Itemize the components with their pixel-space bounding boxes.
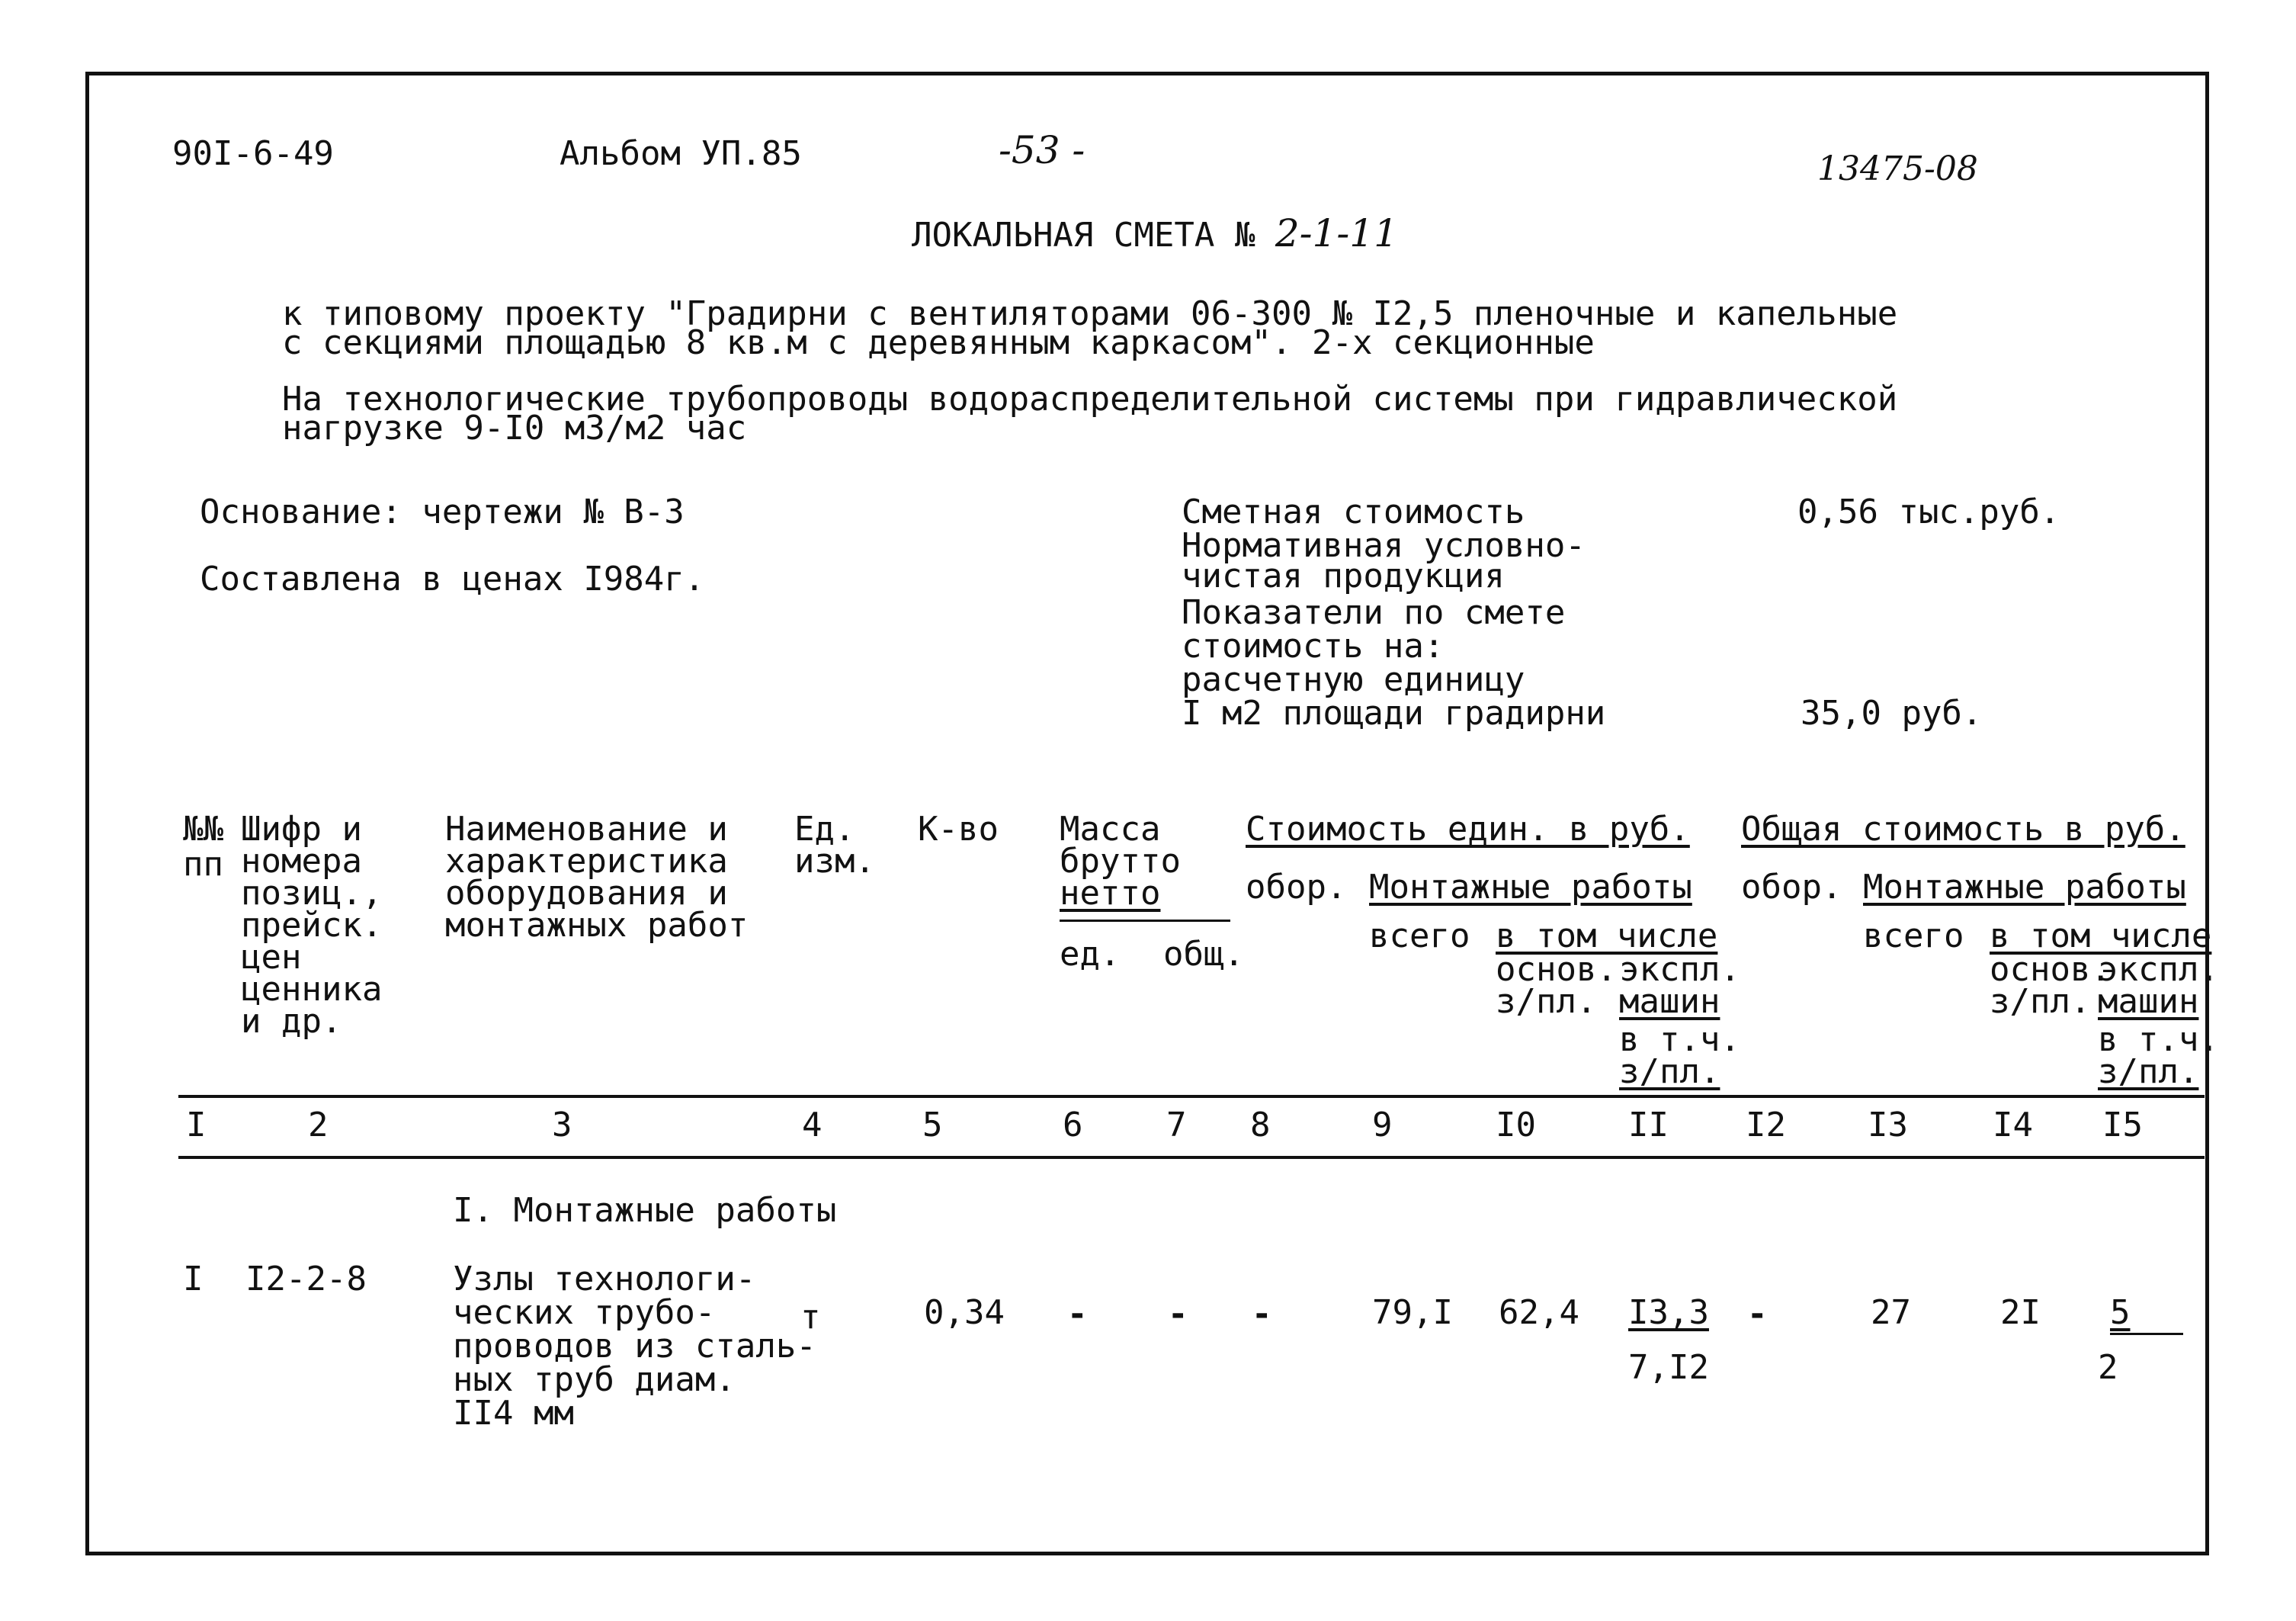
row1-unit: т <box>800 1298 821 1337</box>
row1-name-2: ческих трубо- <box>453 1293 716 1332</box>
unit-ekspl-header-4: з/пл. <box>1619 1052 1720 1091</box>
column-number-9: 9 <box>1372 1106 1393 1144</box>
header-rule <box>178 1095 2205 1098</box>
column-number-4: 4 <box>802 1106 823 1144</box>
column-number-11: II <box>1628 1106 1669 1144</box>
row1-total-ekspl-underline <box>2110 1333 2183 1335</box>
mass-total-header: общ. <box>1163 935 1244 974</box>
total-mont-header: Монтажные работы <box>1863 868 2186 907</box>
row1-code: I2-2-8 <box>245 1260 367 1298</box>
row1-total-ekspl: 5 <box>2110 1293 2131 1332</box>
row1-unit-ekspl-zpl: 7,I2 <box>1628 1348 1709 1387</box>
document-code: 90I-6-49 <box>172 134 334 173</box>
column-number-12: I2 <box>1746 1106 1786 1144</box>
unit-cost-header: Стоимость един. в руб. <box>1246 810 1690 849</box>
indicators-label-2: стоимость на: <box>1182 627 1445 666</box>
row1-qty: 0,34 <box>924 1293 1005 1332</box>
col3-header-2: характеристика <box>445 842 728 881</box>
total-obor-header: обор. <box>1741 868 1842 907</box>
mass-ed-header: ед. <box>1060 935 1121 974</box>
page-number: -53 - <box>999 128 1085 172</box>
total-ekspl-header-3: в т.ч. <box>2098 1020 2219 1059</box>
column-number-15: I5 <box>2102 1106 2143 1144</box>
row1-mass-ed: - <box>1067 1295 1088 1334</box>
column-number-7: 7 <box>1166 1106 1187 1144</box>
row1-total-osnov: 2I <box>2000 1293 2041 1332</box>
col2-header-4: прейск. <box>241 906 383 945</box>
row1-mass-total: - <box>1168 1295 1188 1334</box>
column-number-10: I0 <box>1496 1106 1536 1144</box>
total-osnov-header-1: основ. <box>1990 950 2111 989</box>
total-vsego-header: всего <box>1863 916 1964 955</box>
numbers-rule <box>178 1156 2205 1159</box>
column-number-8: 8 <box>1250 1106 1271 1144</box>
intro-line-2: с секциями площадью 8 кв.м с деревянным каркасом". 2-х секционные <box>282 323 1595 362</box>
unit-obor-header: обор. <box>1246 868 1347 907</box>
total-ekspl-header-4: з/пл. <box>2098 1052 2199 1091</box>
unit-vtom-header: в том числе <box>1496 916 1718 955</box>
col4-header-2: изм. <box>794 842 875 881</box>
total-vtom-header: в том числе <box>1990 916 2212 955</box>
col1-header-2: пп <box>183 845 223 884</box>
unit-ekspl-header-2: машин <box>1619 982 1720 1021</box>
column-number-5: 5 <box>922 1106 943 1144</box>
indicators-label-1: Показатели по смете <box>1182 593 1566 632</box>
intro-line-4: нагрузке 9-I0 м3/м2 час <box>282 409 747 448</box>
row1-total-ekspl-zpl: 2 <box>2098 1348 2118 1387</box>
row1-total-obor: - <box>1747 1295 1768 1334</box>
col2-header-2: номера <box>241 842 362 881</box>
registration-number: 13475-08 <box>1817 149 1978 188</box>
col5-header: К-во <box>918 810 999 849</box>
column-number-14: I4 <box>1993 1106 2033 1144</box>
unit-ekspl-header-1: экспл. <box>1619 950 1740 989</box>
unit-ekspl-header-3: в т.ч. <box>1619 1020 1740 1059</box>
norm-label-1: Нормативная условно- <box>1182 526 1586 565</box>
row1-name-5: II4 мм <box>453 1394 574 1433</box>
indicators-label-3: расчетную единицу <box>1182 660 1525 699</box>
indicators-label-4: I м2 площади градирни <box>1182 694 1606 733</box>
estimate-title-label: ЛОКАЛЬНАЯ СМЕТА № <box>912 216 1255 255</box>
mass-header-3: нетто <box>1060 874 1161 913</box>
basis-line: Основание: чертежи № В-3 <box>200 493 685 531</box>
row1-unit-ekspl: I3,3 <box>1628 1293 1709 1332</box>
album-label: Альбом УП.85 <box>560 134 802 173</box>
total-ekspl-header-2: машин <box>2098 982 2199 1021</box>
row1-name-1: Узлы технологи- <box>453 1260 756 1298</box>
estimate-title <box>912 211 1398 255</box>
col3-header-3: оборудования и <box>445 874 728 913</box>
row1-num: I <box>183 1260 204 1298</box>
prices-line: Составлена в ценах I984г. <box>200 560 705 599</box>
row1-name-4: ных труб диам. <box>453 1360 736 1399</box>
unit-mont-header: Монтажные работы <box>1369 868 1692 907</box>
intro-line-3: На технологические трубопроводы водораспределительной системы при гидравлической <box>282 380 1898 419</box>
section-title: I. Монтажные работы <box>453 1191 837 1230</box>
total-osnov-header-2: з/пл. <box>1990 982 2091 1021</box>
mass-header-2: брутто <box>1060 842 1181 881</box>
total-ekspl-header-1: экспл. <box>2098 950 2219 989</box>
intro-line-1: к типовому проекту "Градирни с вентиляторами 06-300 № I2,5 пленочные и капельные <box>282 294 1898 333</box>
col3-header-4: монтажных работ <box>445 906 749 945</box>
estimate-number: 2-1-11 <box>1275 211 1398 255</box>
column-number-2: 2 <box>308 1106 329 1144</box>
cost-label: Сметная стоимость <box>1182 493 1525 531</box>
mass-header-1: Масса <box>1060 810 1161 849</box>
unit-osnov-header-1: основ. <box>1496 950 1617 989</box>
mass-underline <box>1060 920 1230 922</box>
norm-label-2: чистая продукция <box>1182 557 1505 595</box>
total-cost-header: Общая стоимость в руб. <box>1741 810 2185 849</box>
col3-header-1: Наименование и <box>445 810 728 849</box>
column-number-13: I3 <box>1868 1106 1908 1144</box>
col4-header-1: Ед. <box>794 810 855 849</box>
row1-unit-osnov: 62,4 <box>1499 1293 1579 1332</box>
col2-header-3: позиц., <box>241 874 383 913</box>
col2-header-5: цен <box>241 938 302 977</box>
unit-vsego-header: всего <box>1369 916 1470 955</box>
unit-osnov-header-2: з/пл. <box>1496 982 1597 1021</box>
row1-total-vsego: 27 <box>1871 1293 1911 1332</box>
cost-value: 0,56 тыс.руб. <box>1797 493 2060 531</box>
indicator-value: 35,0 руб. <box>1801 694 1983 733</box>
row1-unit-vsego: 79,I <box>1372 1293 1453 1332</box>
row1-name-3: проводов из сталь- <box>453 1327 816 1366</box>
col2-header-1: Шифр и <box>241 810 362 849</box>
row1-unit-obor: - <box>1252 1295 1272 1334</box>
column-number-3: 3 <box>552 1106 572 1144</box>
col1-header-1: №№ <box>183 810 223 849</box>
column-number-6: 6 <box>1063 1106 1083 1144</box>
column-number-1: I <box>186 1106 207 1144</box>
col2-header-6: ценника <box>241 970 383 1009</box>
col2-header-7: и др. <box>241 1002 342 1041</box>
